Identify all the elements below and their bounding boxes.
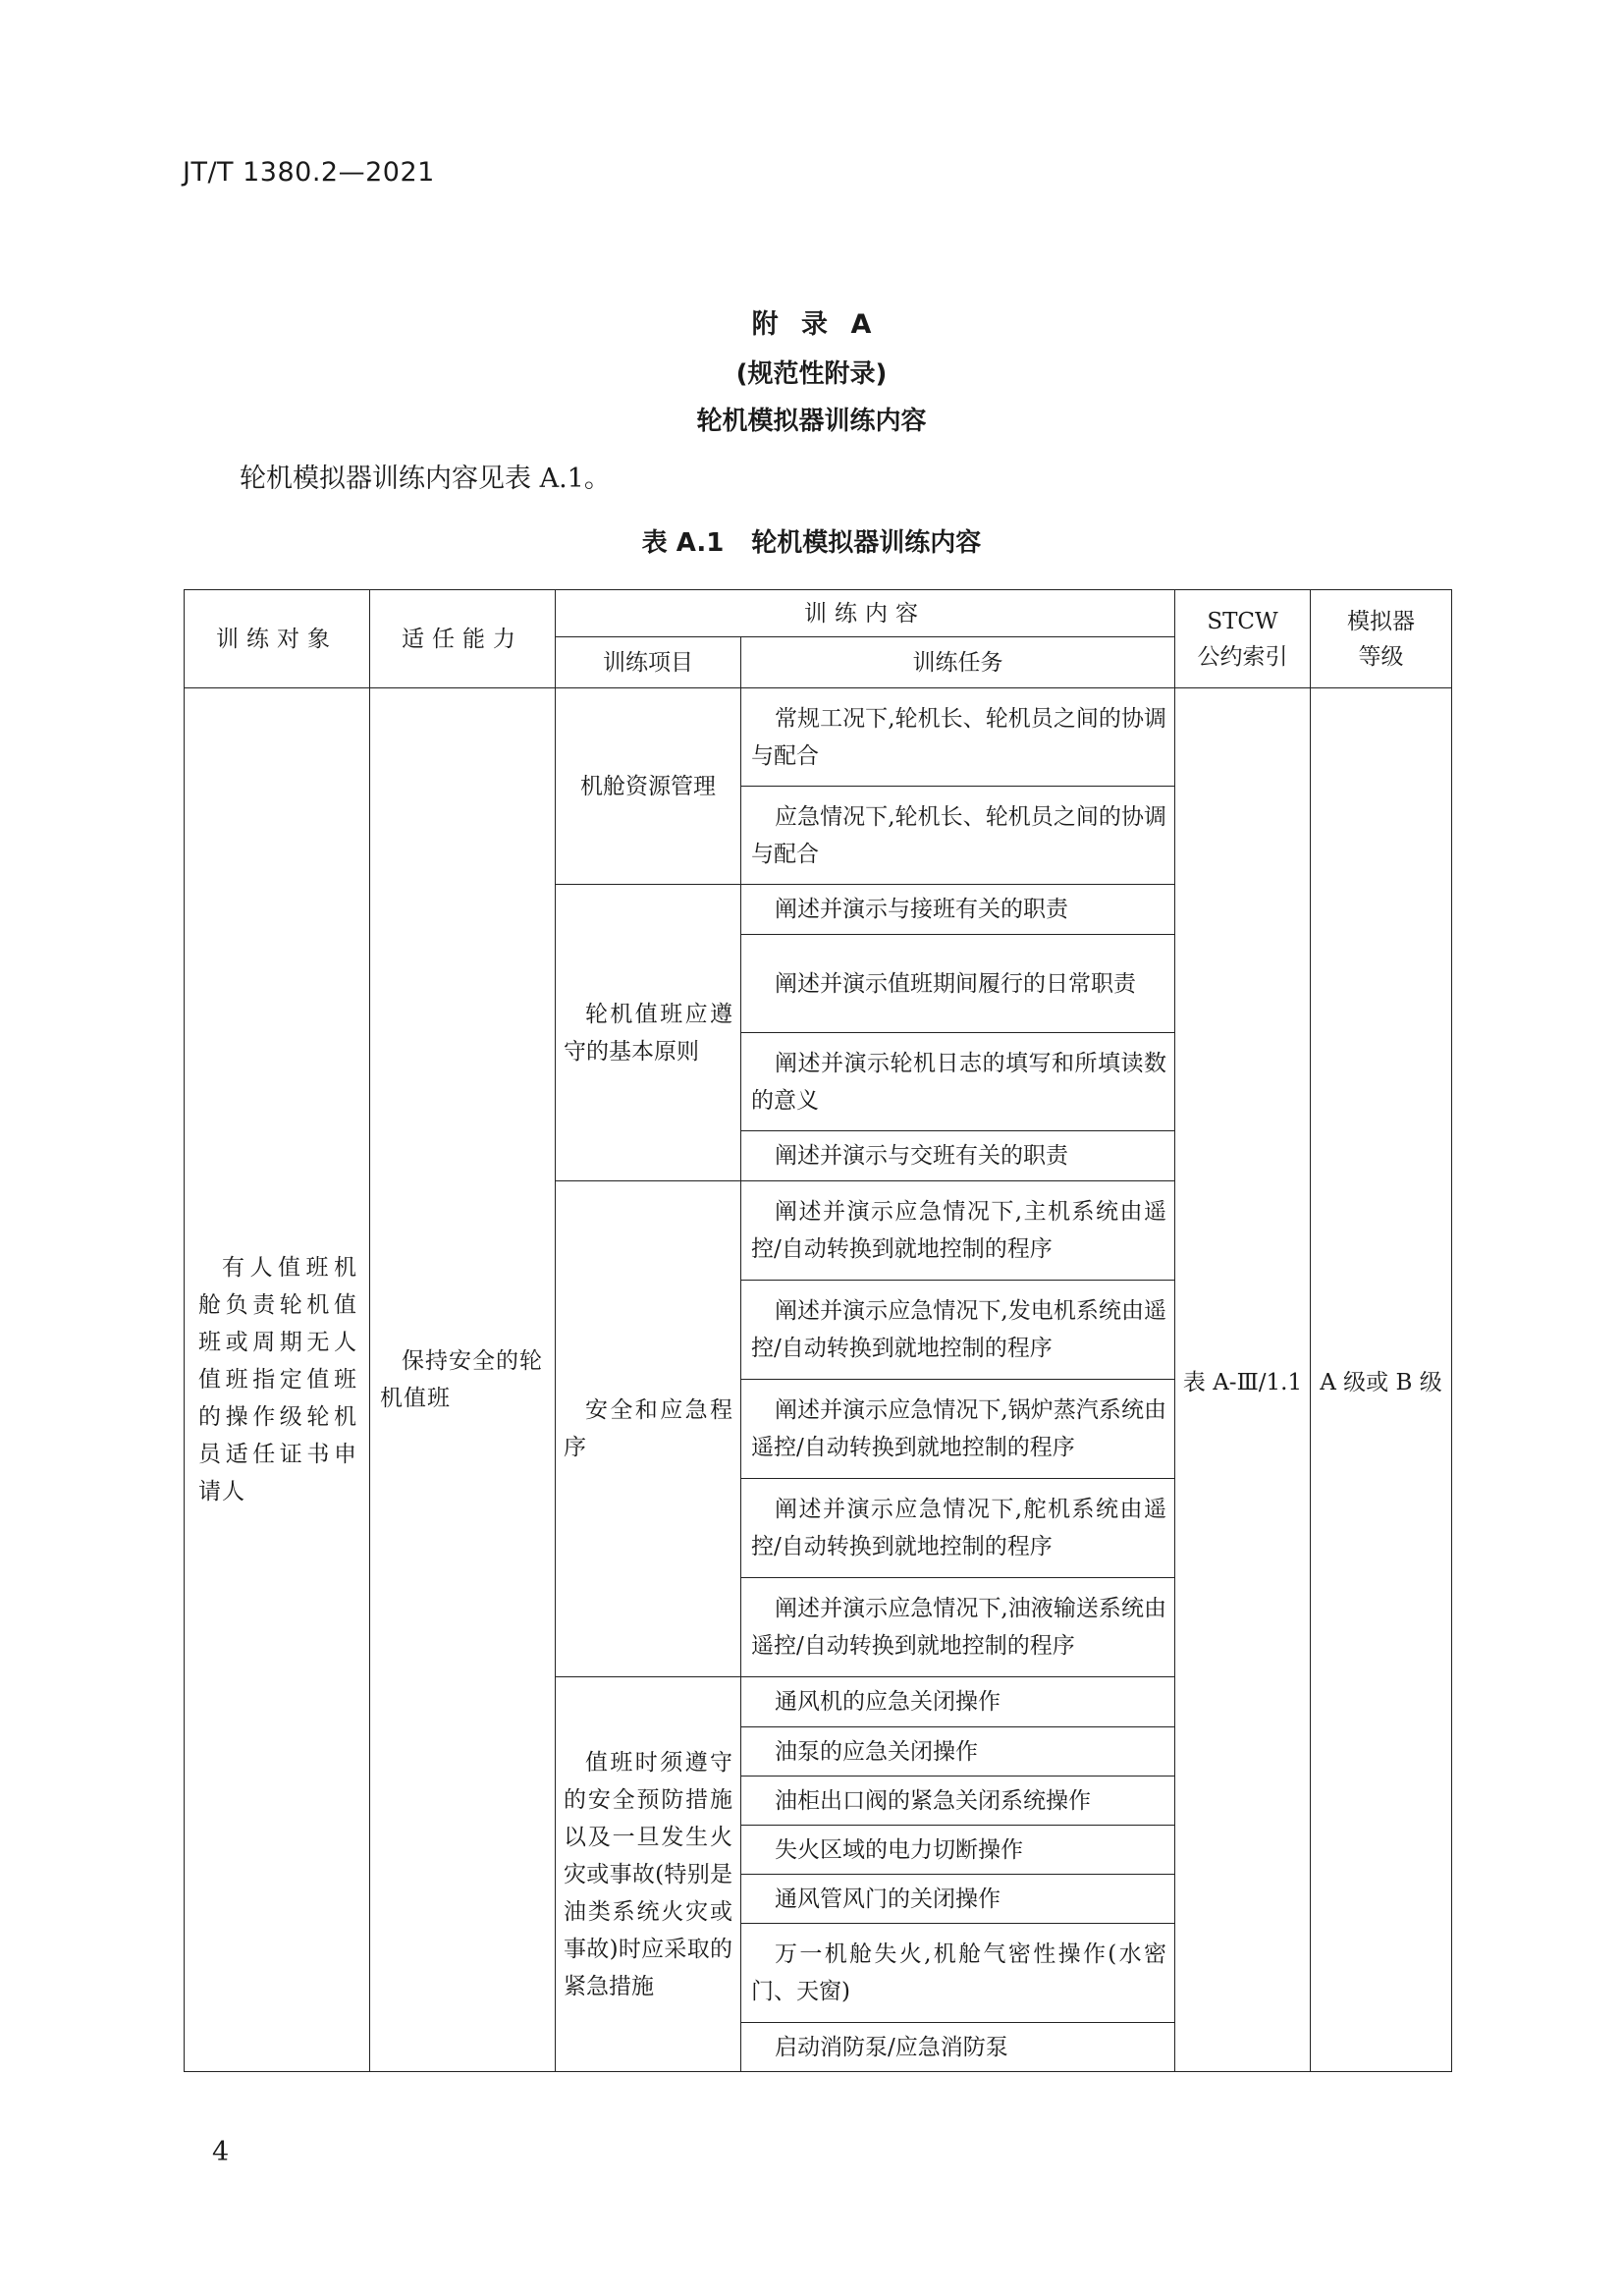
document-code: JT/T 1380.2—2021 [183, 157, 435, 188]
task-cell: 万一机舱失火,机舱气密性操作(水密门、天窗) [741, 1924, 1175, 2023]
item-cell: 安全和应急程序 [556, 1181, 741, 1677]
header-level-line1: 模拟器 [1347, 608, 1415, 634]
table-caption-title: 轮机模拟器训练内容 [751, 528, 982, 558]
task-cell: 阐述并演示应急情况下,主机系统由遥控/自动转换到就地控制的程序 [741, 1181, 1175, 1281]
header-content: 训练内容 [556, 590, 1175, 637]
cell-competence: 保持安全的轮机值班 [370, 688, 556, 2072]
header-stcw-line1: STCW [1207, 608, 1278, 634]
task-cell: 应急情况下,轮机长、轮机员之间的协调与配合 [741, 787, 1175, 885]
header-task: 训练任务 [741, 637, 1175, 688]
header-item: 训练项目 [556, 637, 741, 688]
task-cell: 阐述并演示与接班有关的职责 [741, 885, 1175, 935]
header-target: 训练对象 [185, 590, 370, 688]
task-cell: 启动消防泵/应急消防泵 [741, 2023, 1175, 2072]
appendix-subtitle: (规范性附录) [735, 359, 888, 389]
task-cell: 阐述并演示值班期间履行的日常职责 [741, 935, 1175, 1033]
task-cell: 通风管风门的关闭操作 [741, 1875, 1175, 1924]
task-cell: 阐述并演示应急情况下,锅炉蒸汽系统由遥控/自动转换到就地控制的程序 [741, 1380, 1175, 1479]
task-cell: 油泵的应急关闭操作 [741, 1727, 1175, 1777]
appendix-name: 轮机模拟器训练内容 [696, 407, 927, 436]
header-level-line2: 等级 [1358, 643, 1404, 670]
task-cell: 阐述并演示与交班有关的职责 [741, 1131, 1175, 1181]
header-competence: 适任能力 [370, 590, 556, 688]
header-level [1311, 590, 1452, 688]
cell-stcw: 表 A-Ⅲ/1.1 [1175, 688, 1311, 2072]
task-cell: 阐述并演示应急情况下,舵机系统由遥控/自动转换到就地控制的程序 [741, 1479, 1175, 1578]
item-cell: 机舱资源管理 [556, 688, 741, 885]
task-cell: 失火区域的电力切断操作 [741, 1826, 1175, 1875]
table-caption [0, 522, 1623, 559]
task-cell: 阐述并演示应急情况下,油液输送系统由遥控/自动转换到就地控制的程序 [741, 1578, 1175, 1677]
task-cell: 阐述并演示应急情况下,发电机系统由遥控/自动转换到就地控制的程序 [741, 1281, 1175, 1380]
task-cell: 通风机的应急关闭操作 [741, 1677, 1175, 1727]
task-cell: 阐述并演示轮机日志的填写和所填读数的意义 [741, 1033, 1175, 1131]
intro-paragraph: 轮机模拟器训练内容见表 A.1。 [240, 464, 611, 494]
cell-target: 有人值班机舱负责轮机值班或周期无人值班指定值班的操作级轮机员适任证书申请人 [185, 688, 370, 2072]
page-number: 4 [212, 2137, 230, 2167]
item-cell: 轮机值班应遵守的基本原则 [556, 885, 741, 1181]
task-cell: 常规工况下,轮机长、轮机员之间的协调与配合 [741, 688, 1175, 787]
header-stcw [1175, 590, 1311, 688]
task-cell: 油柜出口阀的紧急关闭系统操作 [741, 1777, 1175, 1826]
cell-level: A 级或 B 级 [1311, 688, 1452, 2072]
table-caption-label: 表 A.1 [641, 528, 725, 558]
training-content-table [184, 589, 1452, 2072]
appendix-title: 附 录 A [751, 309, 872, 340]
item-cell: 值班时须遵守的安全预防措施以及一旦发生火灾或事故(特别是油类系统火灾或事故)时应采取的紧急措施 [556, 1677, 741, 2072]
header-stcw-line2: 公约索引 [1197, 643, 1288, 670]
